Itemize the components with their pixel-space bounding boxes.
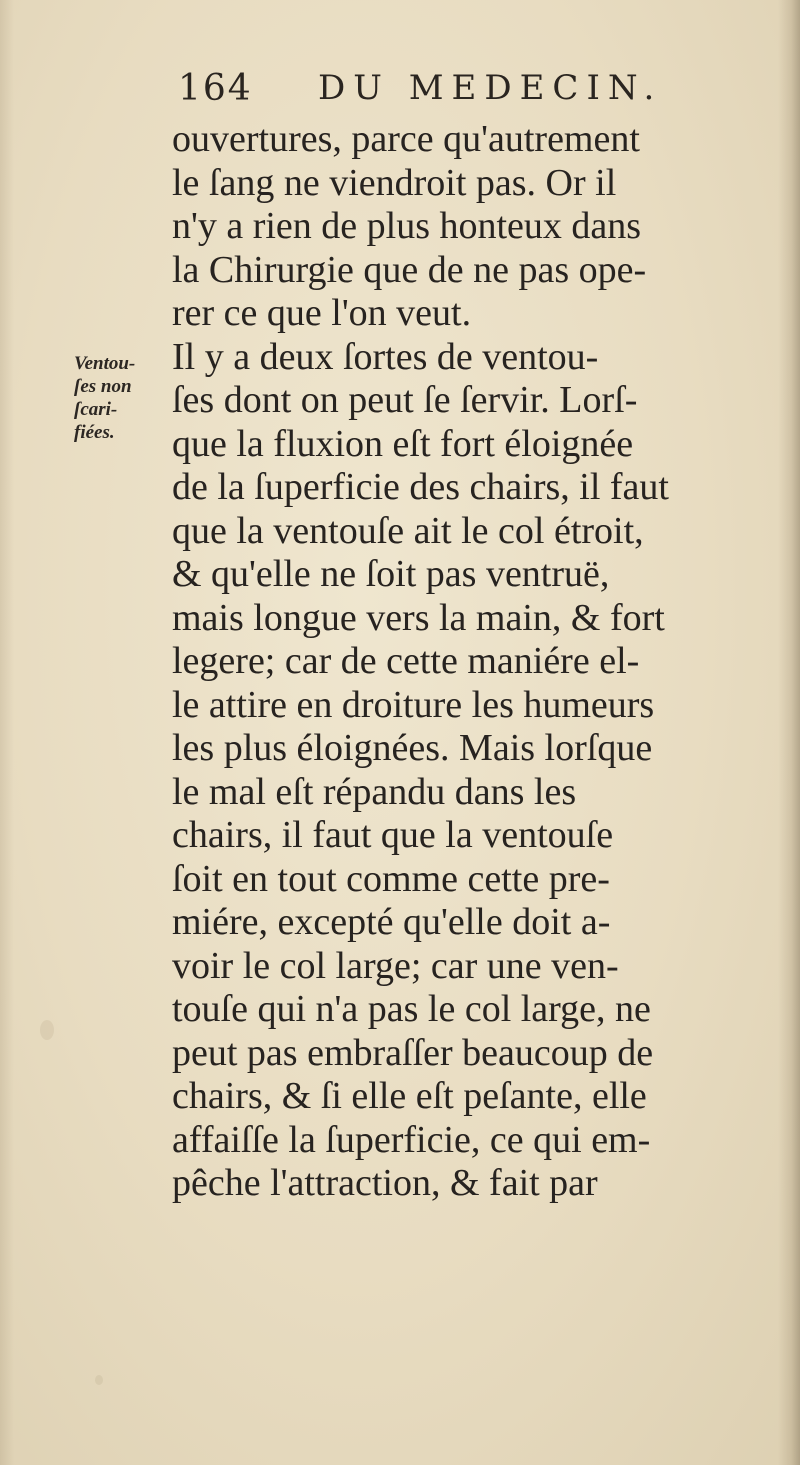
text-line: que la fluxion eſt fort éloignée [172,422,634,465]
text-line: ouvertures, parce qu'autrement [172,118,640,160]
text-line: le ſang ne viendroit pas. Or il [172,161,617,204]
margin-note-line: fiées. [74,422,115,443]
running-header [178,68,738,120]
text-line: rer ce que l'on veut. [172,292,472,334]
text-line: touſe qui n'a pas le col large, ne [172,988,651,1030]
paper-stain [40,1020,54,1040]
body-text [172,118,764,1206]
text-line: mais longue vers la main, & fort [172,596,665,639]
text-line: ſes dont on peut ſe ſervir. Lorſ- [172,379,638,421]
text-line: voir le col large; car une ven- [172,944,619,987]
text-line: peut pas embraſſer beaucoup de [172,1031,654,1074]
text-line: affaiſſe la ſuperficie, ce qui em- [172,1118,651,1161]
running-title: DU MEDECIN. [318,68,663,108]
text-line: que la ventouſe ait le col étroit, [172,509,644,552]
text-line: le attire en droiture les humeurs [172,683,655,726]
margin-note-line: ſes non [74,376,132,397]
text-line: de la ſuperficie des chairs, il faut [172,466,669,508]
text-line: la Chirurgie que de ne pas ope- [172,248,647,291]
page-number: 164 [178,68,253,109]
text-line: le mal eſt répandu dans les [172,770,577,813]
margin-note [74,352,164,444]
text-line: n'y a rien de plus honteux dans [172,205,642,247]
text-line: ſoit en tout comme cette pre- [172,857,610,900]
text-line: les plus éloignées. Mais lorſque [172,727,653,769]
margin-note-line: ſcari- [74,399,118,420]
text-line: chairs, il faut que la ventouſe [172,814,614,856]
margin-note-line: Ventou- [74,353,136,374]
page-right-shadow [778,0,800,1465]
text-line: miére, excepté qu'elle doit a- [172,901,611,943]
text-line: Il y a deux ſortes de ventou- [172,335,599,378]
paper-stain [95,1375,103,1385]
text-line: & qu'elle ne ſoit pas ventruë, [172,553,610,595]
text-line: pêche l'attraction, & fait par [172,1162,598,1204]
page-left-shadow [0,0,14,1465]
text-line: legere; car de cette maniére el- [172,640,640,682]
text-line: chairs, & ſi elle eſt peſante, elle [172,1075,647,1117]
